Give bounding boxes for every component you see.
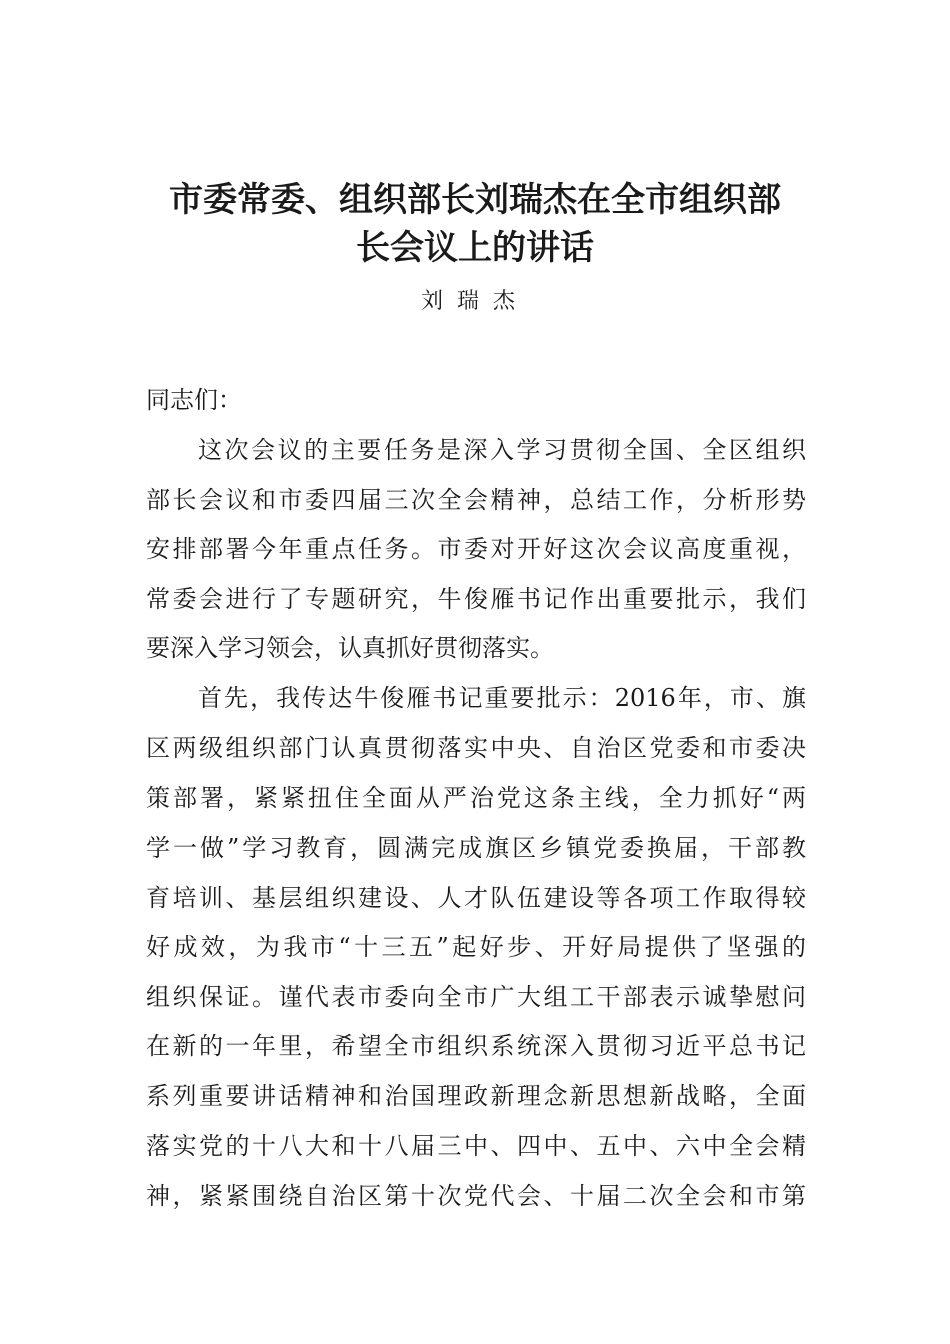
body-line: 策部署，紧紧扭住全面从严治党这条主线，全力抓好“两 [146,784,806,812]
author-name: 刘瑞杰 [420,289,529,314]
body-line: 要深入学习领会，认真抓好贯彻落实。 [146,634,554,662]
body-line: 常委会进行了专题研究，牛俊雁书记作出重要批示，我们 [146,585,806,613]
body-line: 部长会议和市委四届三次全会精神，总结工作，分析形势 [146,486,806,514]
document-title-line-1: 市委常委、组织部长刘瑞杰在全市组织部 [169,180,781,220]
body-line: 落实党的十八大和十八届三中、四中、五中、六中全会精 [146,1132,806,1160]
body-line: 区两级组织部门认真贯彻落实中央、自治区党委和市委决 [146,734,806,762]
body-line: 在新的一年里，希望全市组织系统深入贯彻习近平总书记 [146,1032,806,1060]
body-line: 首先，我传达牛俊雁书记重要批示：2016年，市、旗 [198,684,806,712]
body-line: 好成效，为我市“十三五”起好步、开好局提供了坚强的 [146,933,806,961]
body-line: 系列重要讲话精神和治国理政新理念新思想新战略，全面 [146,1082,806,1110]
salutation: 同志们： [146,386,242,414]
document-title-line-2: 长会议上的讲话 [356,228,594,268]
body-line: 组织保证。谨代表市委向全市广大组工干部表示诚挚慰问 [146,983,806,1011]
body-line: 神，紧紧围绕自治区第十次党代会、十届二次全会和市第 [146,1182,806,1210]
body-line: 这次会议的主要任务是深入学习贯彻全国、全区组织 [198,436,806,464]
body-line: 安排部署今年重点任务。市委对开好这次会议高度重视， [146,535,806,563]
body-line: 育培训、基层组织建设、人才队伍建设等各项工作取得较 [146,884,806,912]
body-line: 学一做”学习教育，圆满完成旗区乡镇党委换届，干部教 [146,834,806,862]
